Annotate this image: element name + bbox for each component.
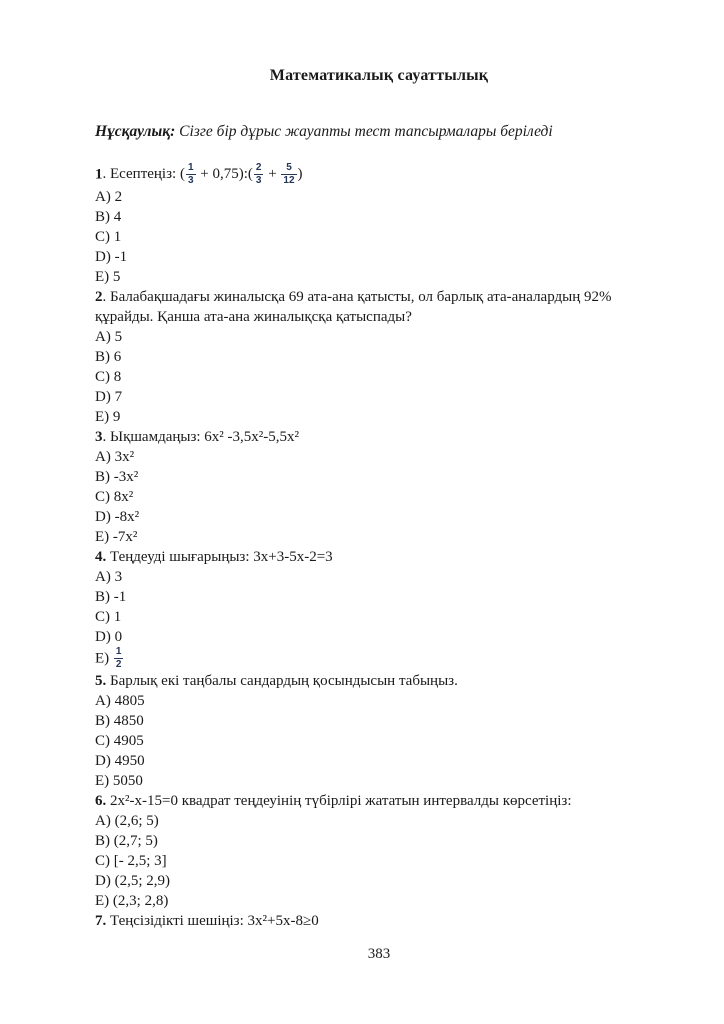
question-text: . Есептеңіз: ( $\frac{1}{3}$ + 0,75):( $\frac{2}{3}$ + $\frac{5}{12}$ ) (102, 162, 303, 186)
question-text-line (95, 427, 663, 447)
question-number: 1 (95, 166, 103, 183)
answer-choice: A) 4805 (95, 693, 145, 709)
question-text-line (95, 911, 663, 931)
question-block (95, 547, 663, 671)
answer-choice: B) -1 (95, 589, 127, 605)
instruction-label: Нұсқаулық: (95, 123, 176, 140)
question-text: 2x²-x-15=0 квадрат теңдеуінің түбірлірі жататын интервалды көрсетіңіз: (106, 793, 572, 809)
question-text-line (95, 163, 663, 187)
answer-choice: A) 2 (95, 189, 123, 205)
answer-choice: C) 1 (95, 609, 122, 625)
question-text-line (95, 547, 663, 567)
page-title: Математикалық сауаттылық (269, 67, 489, 84)
answer-choice: B) 4850 (95, 713, 144, 729)
question-text: Барлық екі таңбалы сандардың қосындысын табыңыз. (106, 673, 458, 689)
question-number: 3 (95, 429, 103, 445)
answer-choice: D) -8x² (95, 509, 140, 525)
answer-choice: B) (2,7; 5) (95, 833, 158, 849)
instruction-line (95, 122, 663, 142)
question-list (95, 163, 663, 931)
page-number: 383 (367, 946, 391, 962)
answer-choice: C) 8 (95, 369, 122, 385)
question-block (95, 791, 663, 911)
answer-choice: D) -1 (95, 249, 128, 265)
question-text: Теңсізідікті шешіңіз: 3x²+5x-8≥0 (106, 913, 319, 929)
answer-choice: C) 1 (95, 229, 122, 245)
question-number: 5. (95, 673, 107, 689)
stacked-fraction: $\frac{1}{3}$ (187, 162, 194, 186)
answer-choice: B) 4 (95, 209, 122, 225)
document-page (95, 66, 663, 931)
question-block (95, 911, 663, 931)
question-number: 2 (95, 289, 103, 305)
answer-choice: A) 5 (95, 329, 123, 345)
question-text-line (95, 287, 663, 327)
question-text-line (95, 791, 663, 811)
question-number: 4. (95, 549, 107, 565)
question-number: 7. (95, 913, 107, 929)
answer-choice: B) 6 (95, 349, 122, 365)
stacked-fraction: $\frac{2}{3}$ (255, 162, 262, 186)
question-block (95, 671, 663, 791)
question-number: 6. (95, 793, 107, 809)
question-block (95, 427, 663, 547)
answer-choice: B) -3x² (95, 469, 139, 485)
answer-choice: E) 5 (95, 269, 121, 285)
answer-choice: C) 4905 (95, 733, 144, 749)
question-text: . Балабақшадағы жиналысқа 69 ата-ана қатысты, ол барлық ата-аналардың 92% құрайды. Қанша ата-ана жиналықсқа қатыспады? (95, 289, 612, 325)
answer-choice: E) 9 (95, 409, 121, 425)
answer-choice: D) 0 (95, 629, 123, 645)
answer-choice: A) (2,6; 5) (95, 813, 159, 829)
stacked-fraction: $\frac{5}{12}$ (283, 162, 295, 186)
question-block (95, 163, 663, 287)
answer-choice: E) 5050 (95, 773, 143, 789)
answer-choice: D) 7 (95, 389, 123, 405)
answer-choice: D) 4950 (95, 753, 145, 769)
answer-choice: E) (2,3; 2,8) (95, 893, 169, 909)
question-text-line (95, 671, 663, 691)
answer-choice: C) 8x² (95, 489, 134, 505)
answer-choice: E) $\frac{1}{2}$ (95, 646, 122, 670)
answer-choice: E) -7x² (95, 529, 138, 545)
answer-choice: A) 3 (95, 569, 123, 585)
answer-choice: D) (2,5; 2,9) (95, 873, 170, 889)
stacked-fraction: $\frac{1}{2}$ (115, 646, 122, 670)
question-text: Теңдеуді шығарыңыз: 3x+3-5x-2=3 (106, 549, 333, 565)
answer-choice: A) 3x² (95, 449, 135, 465)
question-text: . Ықшамдаңыз: 6x² -3,5x²-5,5x² (102, 429, 300, 445)
answer-choice: C) [- 2,5; 3] (95, 853, 167, 869)
question-block (95, 287, 663, 427)
instruction-text: Сізге бір дұрыс жауапты тест тапсырмалары беріледі (175, 123, 553, 140)
